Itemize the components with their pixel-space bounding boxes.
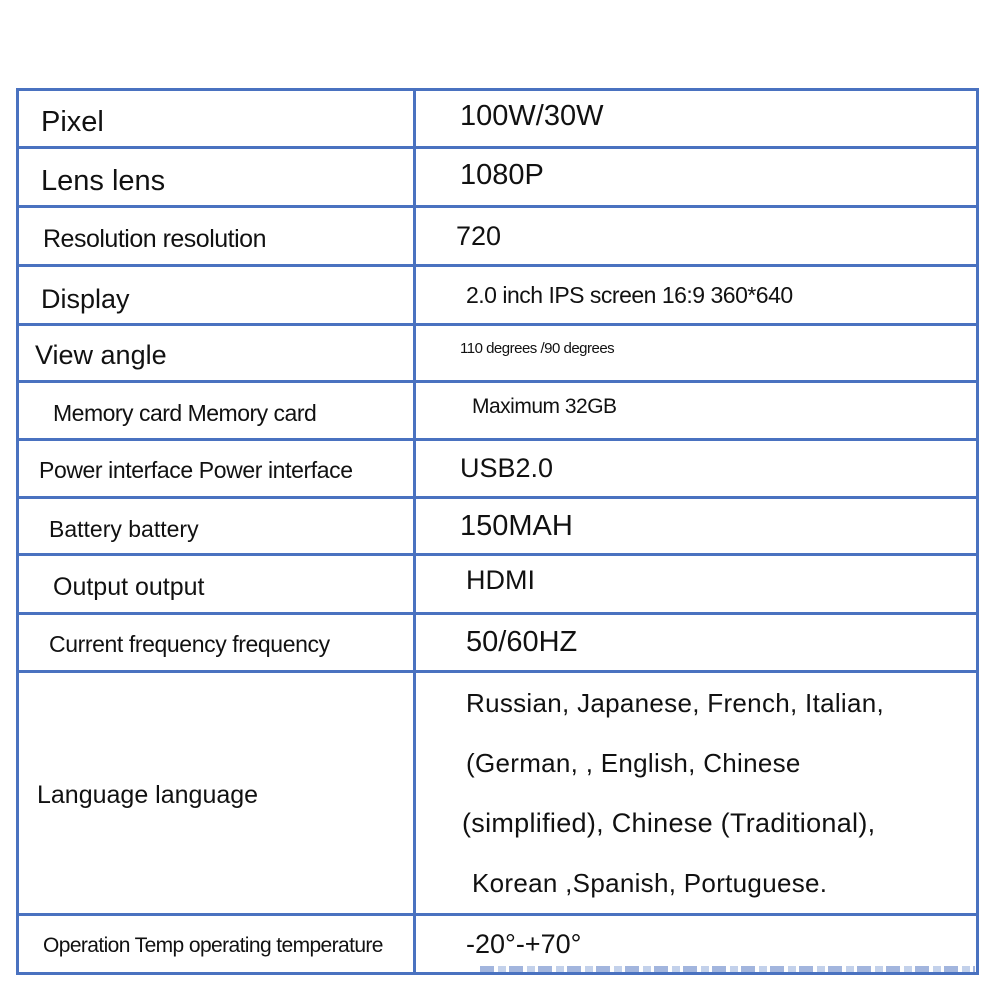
spec-value: -20°-+70° (466, 928, 582, 959)
spec-label: Language language (37, 780, 259, 809)
spec-value-line: (German, , English, Chinese (466, 748, 801, 778)
spec-label: Current frequency frequency (49, 631, 330, 657)
spec-value-line: Russian, Japanese, French, Italian, (466, 688, 885, 718)
language-list (415, 672, 978, 915)
table-row (18, 207, 978, 266)
table-row (18, 498, 978, 555)
spec-label: Pixel (41, 106, 104, 138)
spec-table (16, 88, 979, 975)
spec-value: USB2.0 (460, 453, 554, 483)
spec-value: 2.0 inch IPS screen 16:9 360*640 (466, 281, 793, 308)
table-row (18, 440, 978, 498)
spec-value: 150MAH (460, 509, 573, 542)
spec-value: 1080P (460, 158, 544, 191)
spec-label: View angle (35, 339, 167, 370)
spec-label: Battery battery (49, 515, 199, 542)
table-row (18, 266, 978, 325)
spec-label: Operation Temp operating temperature (43, 934, 383, 957)
spec-label: Power interface Power interface (39, 457, 353, 483)
spec-label: Lens lens (41, 164, 166, 197)
table-row (18, 148, 978, 207)
spec-label: Memory card Memory card (53, 400, 317, 426)
watermark-smudge (480, 966, 975, 972)
spec-value-line: Korean ,Spanish, Portuguese. (472, 868, 828, 898)
table-row (18, 672, 978, 915)
spec-value: 110 degrees /90 degrees (460, 339, 615, 357)
spec-value: 100W/30W (460, 100, 604, 132)
table-row (18, 325, 978, 382)
table-row (18, 90, 978, 148)
table-row (18, 555, 978, 614)
spec-label: Display (41, 283, 130, 314)
table-row (18, 614, 978, 672)
spec-value: 50/60HZ (466, 626, 578, 658)
spec-label: Resolution resolution (43, 224, 266, 253)
spec-value: HDMI (466, 564, 535, 595)
spec-label: Output output (53, 572, 205, 601)
spec-value: 720 (456, 220, 502, 251)
table-row (18, 915, 978, 974)
spec-value: Maximum 32GB (472, 394, 617, 418)
spec-value-line: (simplified), Chinese (Traditional), (462, 808, 876, 838)
table-row (18, 382, 978, 440)
